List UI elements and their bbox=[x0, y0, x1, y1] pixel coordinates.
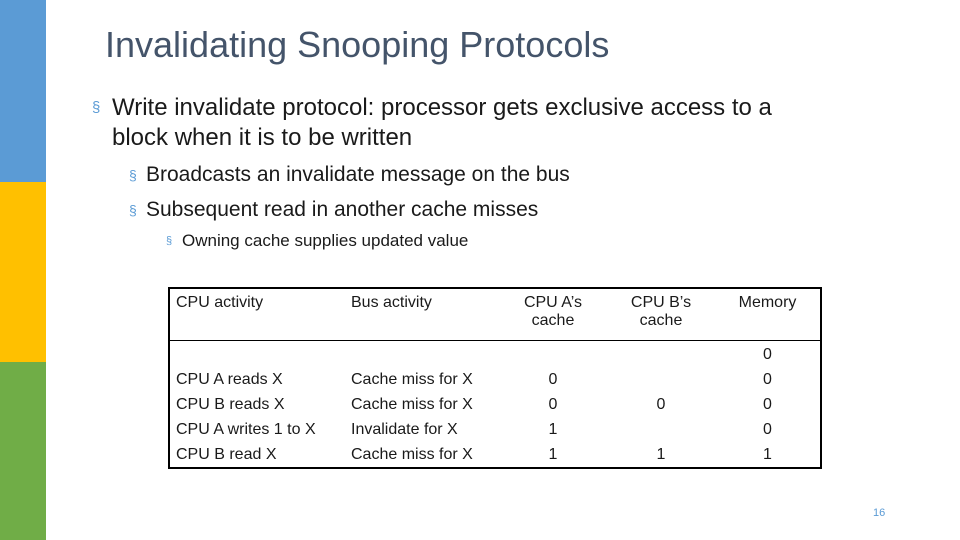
table-header-row bbox=[169, 288, 821, 340]
coherence-table bbox=[168, 287, 822, 469]
bullet-text: Broadcasts an invalidate message on the bus bbox=[146, 163, 570, 186]
bullet-text-line1: Write invalidate protocol: processor gets exclusive access to a bbox=[112, 94, 772, 121]
bullet-text: Subsequent read in another cache misses bbox=[146, 198, 539, 221]
table-cell: Cache miss for X bbox=[351, 446, 473, 463]
table-cell: 0 bbox=[763, 371, 772, 388]
table-cell: 0 bbox=[548, 371, 558, 388]
table-cell bbox=[607, 340, 715, 368]
table-cell: CPU B read X bbox=[176, 446, 277, 463]
table-cell bbox=[607, 368, 715, 393]
bullet-level1 bbox=[92, 93, 772, 153]
table-cell: 0 bbox=[548, 396, 558, 413]
table-cell: 0 bbox=[715, 340, 821, 368]
table-header-cell: CPU activity bbox=[176, 294, 264, 311]
bullet-marker: § bbox=[92, 99, 101, 116]
table-header-cell: Bus activity bbox=[351, 294, 432, 311]
bullet-marker: § bbox=[129, 202, 137, 218]
bullet-marker: § bbox=[129, 167, 137, 183]
bullet-level3 bbox=[166, 230, 468, 252]
table-header-cell: CPU B’s cache bbox=[630, 294, 692, 329]
table-cell: 1 bbox=[548, 421, 558, 438]
table-cell: Invalidate for X bbox=[351, 421, 458, 438]
table-cell: CPU A reads X bbox=[176, 371, 283, 388]
table-row bbox=[169, 443, 821, 468]
table-cell: 0 bbox=[763, 421, 772, 438]
sidebar-green-band bbox=[0, 362, 46, 540]
bullet-level2 bbox=[129, 162, 570, 188]
table-row bbox=[169, 418, 821, 443]
table-cell: Cache miss for X bbox=[351, 371, 473, 388]
table-cell bbox=[607, 418, 715, 443]
table-row bbox=[169, 368, 821, 393]
bullet-text-line2: block when it is to be written bbox=[112, 124, 413, 151]
table-row bbox=[169, 340, 821, 368]
table-cell: CPU B reads X bbox=[176, 396, 285, 413]
table-cell: 1 bbox=[763, 446, 772, 463]
sidebar-blue-band bbox=[0, 0, 46, 182]
bullet-level2 bbox=[129, 197, 538, 223]
table-cell: CPU A writes 1 to X bbox=[176, 421, 316, 438]
sidebar-yellow-band bbox=[0, 182, 46, 362]
table-cell: 0 bbox=[763, 396, 772, 413]
table-cell: Cache miss for X bbox=[351, 396, 473, 413]
table-cell bbox=[169, 340, 345, 368]
slide-title: Invalidating Snooping Protocols bbox=[105, 24, 610, 65]
table-row bbox=[169, 393, 821, 418]
table-cell bbox=[345, 340, 499, 368]
table-cell: 1 bbox=[656, 446, 666, 463]
page-number: 16 bbox=[873, 507, 886, 519]
bullet-marker: § bbox=[166, 235, 173, 247]
table-cell bbox=[499, 340, 607, 368]
accent-sidebar bbox=[0, 0, 46, 540]
table-cell: 0 bbox=[656, 396, 666, 413]
table-header-cell: Memory bbox=[738, 294, 797, 311]
bullet-text: Owning cache supplies updated value bbox=[182, 231, 469, 250]
table-header-cell: CPU A’s cache bbox=[523, 294, 583, 329]
table-cell: 1 bbox=[548, 446, 558, 463]
